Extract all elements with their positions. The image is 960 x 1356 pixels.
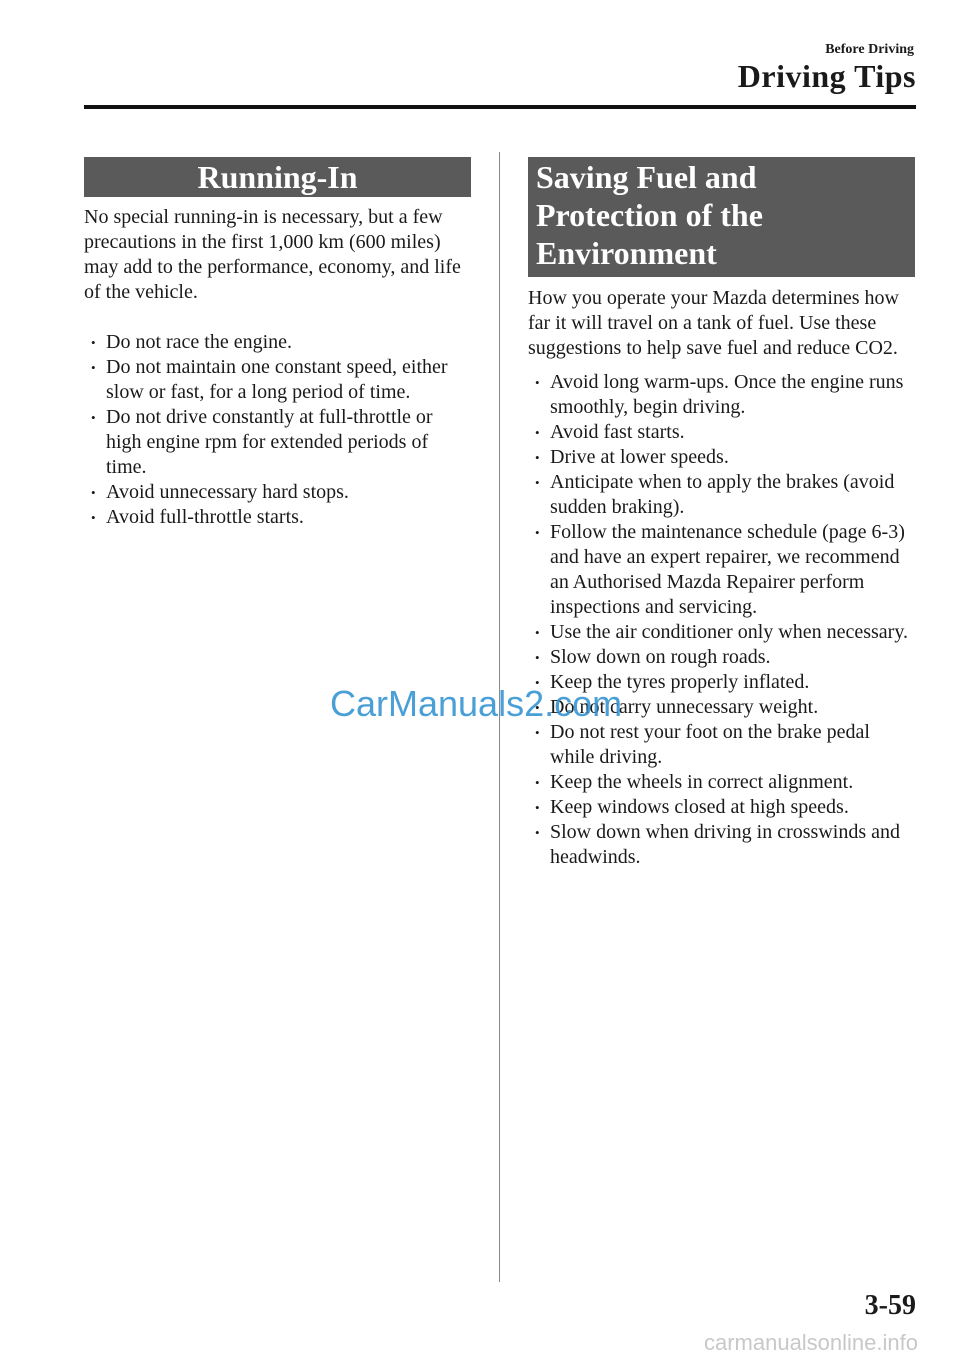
list-item: • Do not maintain one constant speed, either slow or fast, for a long period of time.	[86, 355, 471, 405]
list-item: • Do not carry unnecessary weight.	[530, 695, 915, 720]
running-in-intro: No special running-in is necessary, but a few precautions in the first 1,000 km (600 miles) may add to the performance, economy, and life of the vehicle.	[84, 206, 461, 303]
list-item: • Slow down when driving in crosswinds and headwinds.	[530, 820, 915, 870]
list-item: • Avoid long warm-ups. Once the engine runs smoothly, begin driving.	[530, 370, 915, 420]
chapter-title: Driving Tips	[737, 58, 916, 94]
watermark-overlay: CarManuals2.com	[330, 683, 623, 724]
heading-line: Protection of the	[536, 197, 763, 233]
saving-fuel-list	[528, 370, 915, 870]
list-item: • Avoid fast starts.	[530, 420, 915, 445]
list-item: • Keep the wheels in correct alignment.	[530, 770, 915, 795]
saving-fuel-section	[528, 157, 915, 870]
list-item: • Keep the tyres properly inflated.	[530, 670, 915, 695]
list-item: • Use the air conditioner only when necessary.	[530, 620, 915, 645]
running-in-list	[84, 330, 471, 530]
list-item: • Drive at lower speeds.	[530, 445, 915, 470]
page-number: 3-59	[864, 1290, 916, 1321]
section-title: Before Driving	[825, 42, 914, 57]
list-item: • Keep windows closed at high speeds.	[530, 795, 915, 820]
running-in-heading: Running-In	[84, 157, 471, 197]
list-item: • Do not drive constantly at full-throttle or high engine rpm for extended periods of time.	[86, 405, 471, 480]
list-item: • Follow the maintenance schedule (page 6-3) and have an expert repairer, we recommend an Authorised Mazda Repairer perform inspections and servicing.	[530, 520, 915, 620]
running-in-section	[84, 157, 471, 530]
list-item: • Do not race the engine.	[86, 330, 471, 355]
list-item: • Avoid full-throttle starts.	[86, 505, 471, 530]
list-item: • Avoid unnecessary hard stops.	[86, 480, 471, 505]
list-item: • Slow down on rough roads.	[530, 645, 915, 670]
header-divider	[84, 105, 916, 109]
list-item: • Anticipate when to apply the brakes (avoid sudden braking).	[530, 470, 915, 520]
list-item: • Do not rest your foot on the brake pedal while driving.	[530, 720, 915, 770]
heading-line: Saving Fuel and	[536, 159, 757, 195]
heading-line: Environment	[536, 235, 717, 271]
saving-fuel-intro: How you operate your Mazda determines how far it will travel on a tank of fuel. Use these suggestions to help save fuel and reduce CO2.	[528, 287, 899, 359]
saving-fuel-heading	[528, 157, 915, 277]
watermark-footer: carmanualsonline.info	[703, 1330, 918, 1355]
